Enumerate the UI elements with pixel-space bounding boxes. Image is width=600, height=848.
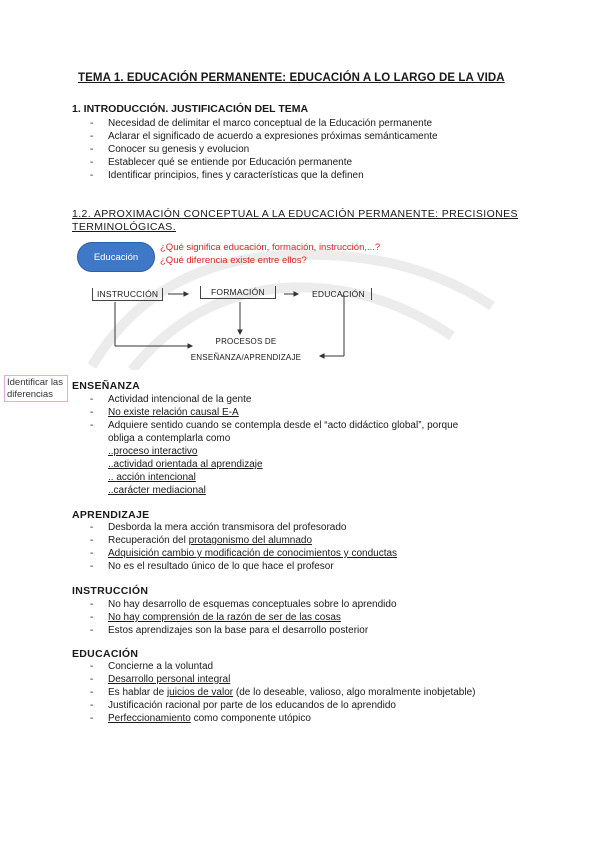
question-text: ¿Qué diferencia existe entre ellos? (160, 255, 307, 266)
underlined-text: Adquisición cambio y modificación de conocimientos y conductas (108, 548, 398, 559)
page-title: TEMA 1. EDUCACIÓN PERMANENTE: EDUCACIÓN A LO LARGO DE LA VIDA (78, 72, 505, 84)
aprendizaje-heading: APRENDIZAJE (72, 509, 150, 521)
list-item (90, 611, 397, 624)
underlined-text: juicios de valor (166, 687, 234, 698)
list-item: - Estos aprendizajes son la base para el desarrollo posterior (90, 624, 397, 637)
list-item: - Conocer su genesis y evolucion (90, 143, 438, 156)
ensenanza-list (90, 393, 530, 445)
section-heading-line: 1.2. APROXIMACIÓN CONCEPTUAL A LA EDUCACIÓN PERMANENTE: PRECISIONES (72, 208, 518, 220)
box-instruccion: INSTRUCCIÓN (92, 288, 163, 301)
underlined-text: Desarrollo personal integral (108, 674, 231, 685)
list-item (90, 712, 475, 725)
list-item (90, 406, 530, 419)
list-item-line: - Adquiere sentido cuando se contempla desde el “acto didáctico global”, porque (108, 420, 459, 431)
list-item (90, 419, 530, 445)
list-item: - Actividad intencional de la gente (90, 393, 530, 406)
list-item (90, 686, 475, 699)
sub-item: .. acción intencional (108, 472, 196, 483)
plain-text: Recuperación del (108, 535, 189, 546)
sub-item: ..actividad orientada al aprendizaje (108, 459, 263, 470)
intro-heading: 1. INTRODUCCIÓN. JUSTIFICACIÓN DEL TEMA (72, 103, 309, 115)
list-item: - Necesidad de delimitar el marco conceptual de la Educación permanente (90, 117, 438, 130)
list-item: - Justificación racional por parte de los educandos de lo aprendido (90, 699, 475, 712)
list-item (90, 547, 397, 560)
education-pill: Educación (77, 242, 155, 272)
box-procesos-line: PROCESOS DE (215, 337, 277, 346)
sub-item: ..carácter mediacional (108, 485, 206, 496)
concept-diagram (72, 238, 528, 370)
instruccion-heading: INSTRUCCIÓN (72, 585, 149, 597)
list-item: - Aclarar el significado de acuerdo a expresiones próximas semánticamente (90, 130, 438, 143)
ensenanza-heading: ENSEÑANZA (72, 380, 141, 392)
list-item: - Identificar principios, fines y características que la definen (90, 169, 438, 182)
list-item (90, 534, 397, 547)
instruccion-list (90, 598, 397, 637)
underlined-text: No hay comprensión de la razón de ser de las cosas (108, 612, 341, 623)
list-item-line: obliga a contemplarla como (108, 433, 231, 444)
list-item: - Desborda la mera acción transmisora del profesorado (90, 521, 397, 534)
box-formacion: FORMACIÓN (200, 286, 276, 299)
ensenanza-sublist (108, 445, 263, 497)
list-item: - Concierne a la voluntad (90, 660, 475, 673)
list-item: - Establecer qué se entiende por Educación permanente (90, 156, 438, 169)
educacion-list (90, 660, 475, 725)
plain-text: (de lo deseable, valioso, algo moralmente inobjetable) (233, 687, 476, 698)
underlined-text: Perfeccionamiento (108, 713, 191, 724)
section-heading (72, 208, 528, 234)
section-heading-line: TERMINOLÓGICAS. (72, 221, 177, 233)
list-item (90, 673, 475, 686)
list-item: - No es el resultado único de lo que hace el profesor (90, 560, 397, 573)
underlined-text: No existe relación causal E-A (108, 407, 239, 418)
box-procesos-line: ENSEÑANZA/APRENDIZAJE (190, 353, 302, 362)
box-educacion: EDUCACIÓN (306, 288, 372, 300)
aprendizaje-list (90, 521, 397, 573)
question-text: ¿Qué significa educación, formación, instrucción,...? (160, 242, 381, 253)
educacion-heading: EDUCACIÓN (72, 648, 139, 660)
underlined-text: protagonismo del alumnado (188, 535, 313, 546)
plain-text: Es hablar de (108, 687, 167, 698)
sub-item: ..proceso interactivo (108, 446, 198, 457)
list-item: - No hay desarrollo de esquemas conceptuales sobre lo aprendido (90, 598, 397, 611)
intro-list (90, 117, 438, 182)
plain-text: como componente utópico (190, 713, 311, 724)
side-comment-note: Identificar las diferencias (4, 375, 68, 402)
diagram-connectors (72, 238, 528, 370)
